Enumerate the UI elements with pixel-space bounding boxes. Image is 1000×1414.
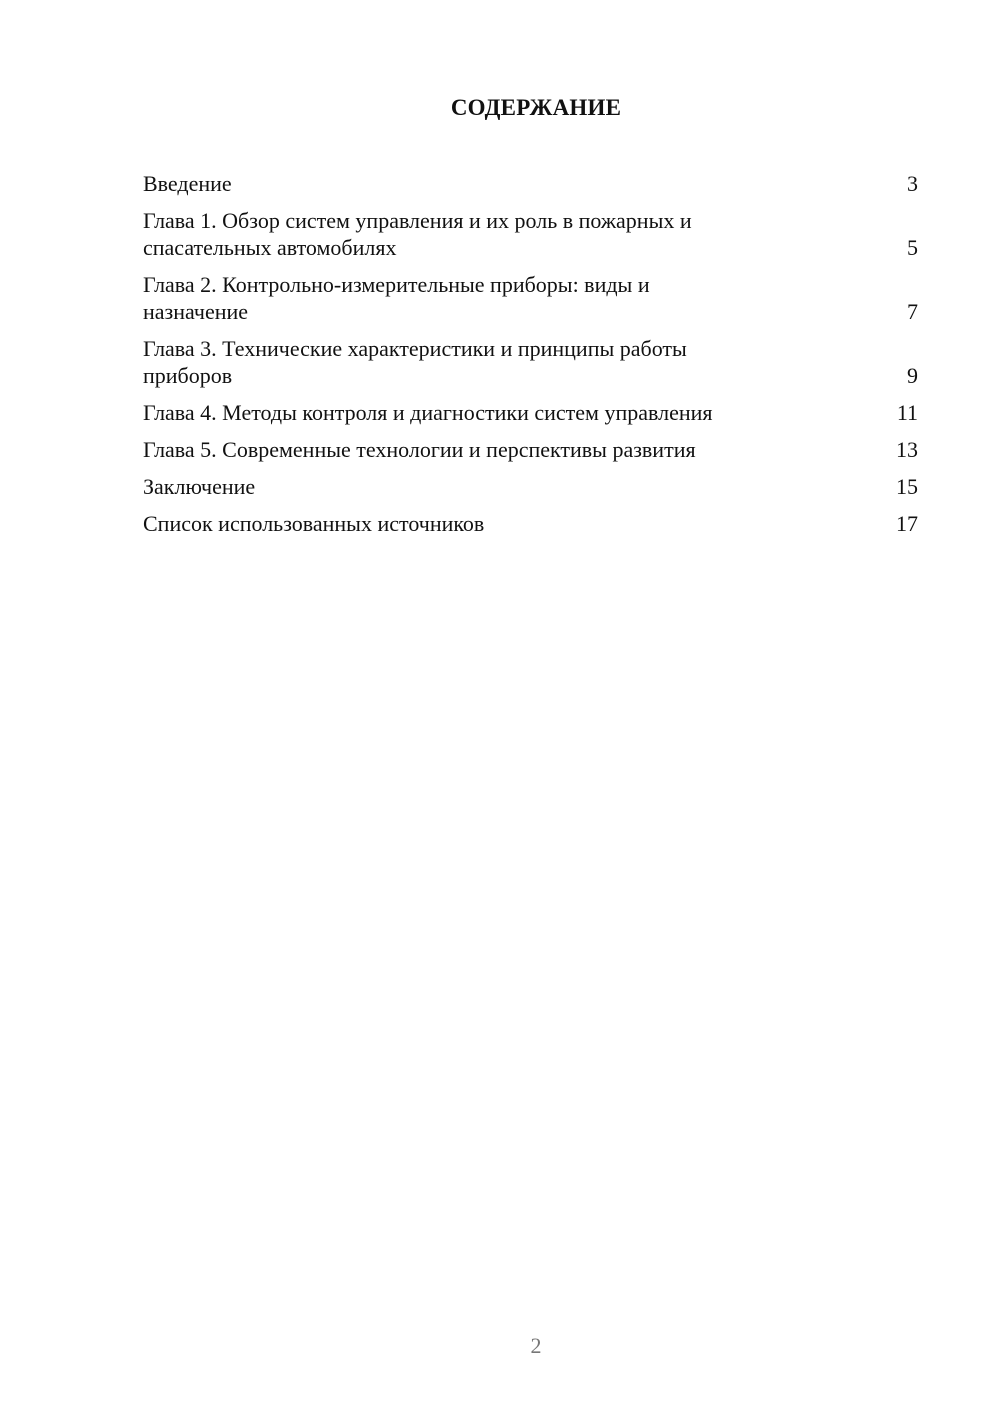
toc-entry-chapter-3 xyxy=(143,335,918,389)
toc-entry-conclusion xyxy=(143,473,918,500)
toc-entry-page: 13 xyxy=(896,437,918,462)
toc-entry-page: 15 xyxy=(896,474,918,499)
toc-entry-chapter-5 xyxy=(143,436,918,463)
toc-entry-page: 11 xyxy=(896,400,918,425)
toc-entry-text: Глава 2. Контрольно-измерительные приборы: виды и назначение xyxy=(143,272,650,324)
toc-entry-chapter-4 xyxy=(143,399,918,426)
toc-entry-text: Глава 3. Технические характеристики и принципы работы приборов xyxy=(143,336,687,388)
toc-entry-references xyxy=(143,510,918,537)
toc-entry-page: 3 xyxy=(907,171,918,196)
toc-entry-chapter-1 xyxy=(143,207,918,261)
toc-entry-page: 7 xyxy=(907,299,918,324)
toc-entry-text: Глава 4. Методы контроля и диагностики систем управления xyxy=(143,400,713,425)
toc-entry-text: Глава 1. Обзор систем управления и их роль в пожарных и спасательных автомобилях xyxy=(143,208,692,260)
toc-entry-introduction xyxy=(143,170,918,197)
toc-entry-text: Заключение xyxy=(143,474,256,499)
table-of-contents xyxy=(143,170,918,547)
toc-entry-page: 9 xyxy=(907,363,918,388)
toc-entry-text: Введение xyxy=(143,171,232,196)
toc-entry-chapter-2 xyxy=(143,271,918,325)
page-number: 2 xyxy=(530,1333,542,1358)
toc-entry-page: 5 xyxy=(907,235,918,260)
toc-entry-text: Глава 5. Современные технологии и перспективы развития xyxy=(143,437,696,462)
toc-entry-text: Список использованных источников xyxy=(143,511,485,536)
toc-entry-page: 17 xyxy=(896,511,918,536)
toc-title: СОДЕРЖАНИЕ xyxy=(450,95,622,120)
